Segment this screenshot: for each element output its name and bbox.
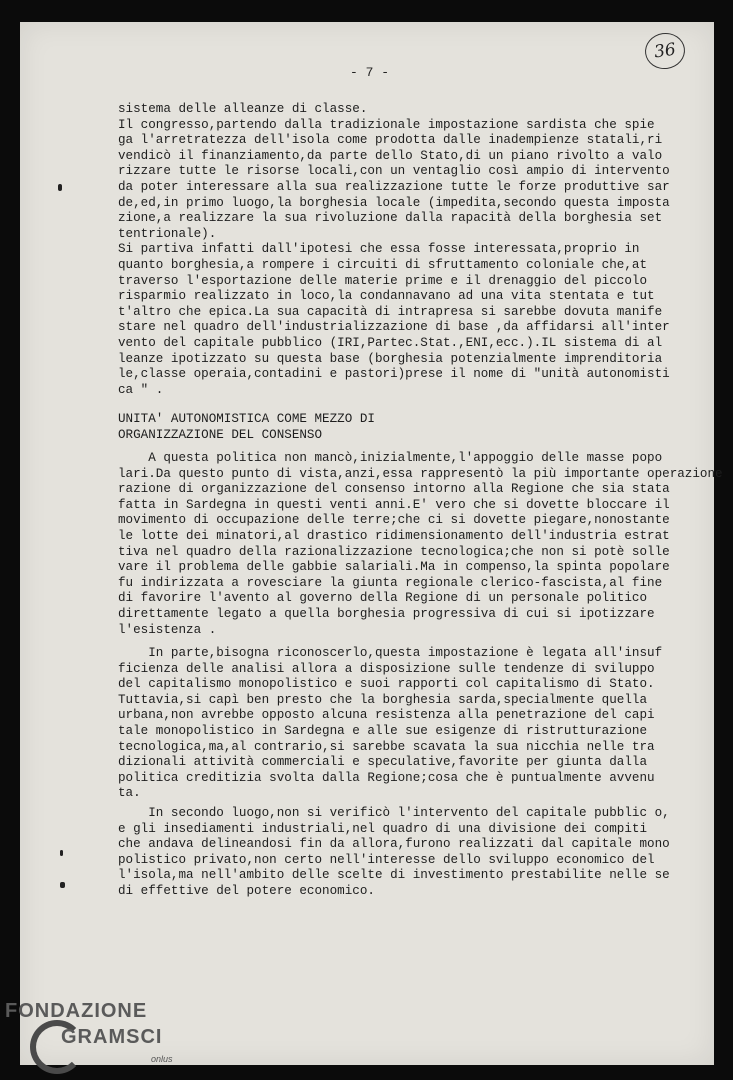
margin-mark [58, 184, 62, 191]
text-line: polistico privato,non certo nell'interesse dello sviluppo economico del [118, 852, 655, 867]
text-line: del capitalismo monopolistico e suoi rapporti col capitalismo di Stato. [118, 677, 655, 692]
heading-line-2: ORGANIZZAZIONE DEL CONSENSO [118, 428, 323, 442]
logo-suffix: onlus [151, 1054, 173, 1064]
text-line: Si partiva infatti dall'ipotesi che essa fosse interessata,proprio in [118, 242, 640, 257]
text-line: e gli insediamenti industriali,nel quadro di una divisione dei compiti [118, 821, 648, 836]
text-line: fu indirizzata a rovesciare la giunta regionale clerico-fascista,al fine [118, 575, 663, 590]
page-number: - 7 - [350, 65, 390, 80]
heading-line-1: UNITA' AUTONOMISTICA COME MEZZO DI [118, 412, 375, 426]
text-line: urbana,non avrebbe opposto alcuna resistenza alla penetrazione del capi [118, 708, 655, 723]
text-line: che andava delineandosi fin da allora,furono realizzati dal capitale mono [118, 837, 670, 852]
text-line: di effettive del potere economico. [118, 883, 375, 898]
text-line: ca " . [118, 382, 164, 397]
text-line: di favorire l'avento al governo della Regione di un personale politico [118, 591, 648, 606]
text-line: le,classe operaia,contadini e pastori)prese il nome di "unità autonomisti [118, 367, 670, 382]
text-line: lari.Da questo punto di vista,anzi,essa rappresentò la più importante operazione [118, 466, 723, 481]
text-line: Il congresso,partendo dalla tradizionale impostazione sardista che spie [118, 117, 655, 132]
text-line: leanze ipotizzato su questa base (borghesia potenzialmente imprenditoria [118, 351, 663, 366]
text-line: sistema delle alleanze di classe. [118, 102, 368, 116]
text-line: tale monopolistico in Sardegna e alle sue esigenze di ristrutturazione [118, 723, 648, 738]
archive-number-stamp: 36 [643, 30, 688, 71]
margin-mark [60, 882, 65, 888]
text-line: tecnologica,ma,al contrario,si sarebbe scavata la sua nicchia nelle tra [118, 739, 655, 754]
logo-line-1: FONDAZIONE [5, 1000, 148, 1022]
text-line: ga l'arretratezza dell'isola come prodotta dalle inadempienze statali,ri [118, 133, 663, 148]
text-line: A questa politica non mancò,inizialmente,l'appoggio delle masse popo [118, 451, 663, 465]
text-line: In parte,bisogna riconoscerlo,questa impostazione è legata all'insuf [118, 646, 663, 660]
text-line: t'altro che epica.La sua capacità di intrapresa si sarebbe dovuta manife [118, 304, 663, 319]
text-line: razione di organizzazione del consenso intorno alla Regione che sia stata [118, 482, 670, 497]
text-line: l'esistenza . [118, 622, 217, 637]
text-line: de,ed,in primo luogo,la borghesia locale (impedita,secondo questa imposta [118, 195, 670, 210]
text-line: zione,a realizzare la sua rivoluzione dalla rapacità della borghesia set [118, 211, 663, 226]
text-line: rizzare tutte le risorse locali,con un ventaglio così ampio di intervento [118, 164, 670, 179]
margin-mark [60, 850, 63, 856]
text-line: politica creditizia svolta dalla Regione;cosa che è puntualmente avvenu [118, 770, 655, 785]
text-line: tentrionale). [118, 226, 217, 241]
text-line: dizionali attività commerciali e speculative,favorite per giunta dalla [118, 755, 648, 770]
text-line: vento del capitale pubblico (IRI,Partec.Stat.,ENI,ecc.).IL sistema di al [118, 335, 663, 350]
text-line: quanto borghesia,a rompere i circuiti di sfruttamento coloniale che,at [118, 257, 648, 272]
text-line: vendicò il finanziamento,da parte dello Stato,di un piano rivolto a valo [118, 148, 663, 163]
text-line: l'isola,ma nell'ambito delle scelte di investimento prestabilite nelle se [118, 868, 670, 883]
text-line: risparmio realizzato in loco,la condannavano ad una vita stentata e tut [118, 289, 655, 304]
text-line: da poter interessare alla sua realizzazione tutte le forze produttive sar [118, 179, 670, 194]
text-line: In secondo luogo,non si verificò l'intervento del capitale pubblic o, [118, 806, 670, 820]
text-line: direttamente legato a quella borghesia progressiva di cui si ipotizzare [118, 606, 655, 621]
text-line: vare il problema delle gabbie salariali.Ma in compenso,la spinta popolare [118, 560, 670, 575]
text-line: tiva nel quadro della razionalizzazione tecnologica;che non si potè solle [118, 544, 670, 559]
fondazione-gramsci-logo [5, 1000, 205, 1080]
text-line: movimento di occupazione delle terre;che ci si dovette piegare,nonostante [118, 513, 670, 528]
text-line: traverso l'esportazione delle materie prime e il drenaggio del piccolo [118, 273, 648, 288]
section-heading [118, 411, 375, 443]
text-line: Tuttavia,si capì ben presto che la borghesia sarda,specialmente quella [118, 692, 648, 707]
text-line: fatta in Sardegna in questi venti anni.E' vero che si dovette bloccare il [118, 497, 670, 512]
text-line: ficienza delle analisi allora a disposizione sulle tendenze di sviluppo [118, 661, 655, 676]
text-line: stare nel quadro dell'industrializzazione di base ,da affidarsi all'inter [118, 320, 670, 335]
text-line: ta. [118, 786, 141, 801]
paragraph-3 [118, 646, 662, 802]
paragraph-2 [118, 451, 723, 638]
paragraph-4 [118, 806, 670, 900]
logo-line-2: GRAMSCI [61, 1026, 163, 1048]
text-line: le lotte dei minatori,al drastico ridimensionamento dell'industria estrat [118, 528, 670, 543]
paragraph-1 [118, 102, 670, 398]
